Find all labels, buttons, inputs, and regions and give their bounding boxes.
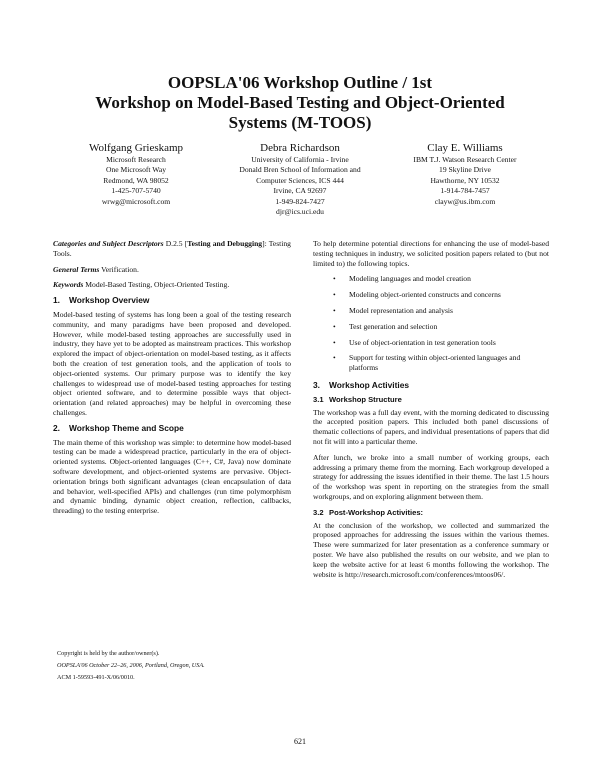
overview-paragraph: Model-based testing of systems has long been a goal of the testing research community, and many paradigms have been proposed and developed. However, while model-based testing approaches are successfully used in industry, they have yet to be adopted as mainstream practices. This workshop explored the impact of object-orientation on model-based testing, as it affects both the creation of test generation tools, and the application of tools to object-oriented systems. Our primary purpose was to identify the key challenges to widespread use of model-based testing approaches for testing object oriented software, and to determine possible ways that object-orientation (and related approaches) may be helpful in overcoming these challenges. — [53, 309, 291, 417]
phone-line: 1-914-784-7457 — [440, 186, 490, 196]
categories-descriptors: Categories and Subject Descriptors D.2.5 [Testing and Debugging]: Testing Tools. — [53, 239, 291, 258]
list-item: • Modeling languages and model creation — [313, 274, 549, 284]
copyright-block — [57, 648, 287, 684]
structure-paragraph-2: After lunch, we broke into a small number of working groups, each addressing a primary theme from the morning. Each workgroup developed a strategy for addressing the issues identified in their theme. The last 1.5 hours of the workshop was spent in reporting on the strategies from the small workgroups, and on exploring alignment between them. — [313, 452, 549, 501]
address-line: Redmond, WA 98052 — [103, 175, 169, 185]
email-line: djr@ics.uci.edu — [276, 207, 324, 217]
subsection-heading-structure: 3.1 Workshop Structure — [313, 394, 402, 404]
list-item: • Support for testing within object-oriented languages and platforms — [313, 353, 549, 373]
section-heading-overview: 1. Workshop Overview — [53, 295, 150, 306]
keywords-label: Keywords — [53, 280, 84, 290]
right-column — [313, 239, 549, 585]
section-heading-activities: 3. Workshop Activities — [313, 379, 410, 390]
categories-label: Categories and Subject Descriptors — [53, 239, 164, 248]
author-name: Debra Richardson — [260, 142, 340, 154]
affiliation-line: Microsoft Research — [106, 155, 166, 164]
conference-line: OOPSLA'06 October 22–26, 2006, Portland, Oregon, USA. — [57, 662, 205, 669]
address-line: Hawthorne, NY 10532 — [430, 175, 500, 185]
list-item: • Use of object-orientation in test generation tools — [313, 338, 549, 348]
acm-line: ACM 1-59593-491-X/06/0010. — [57, 674, 135, 681]
email-line: wrwg@microsoft.com — [101, 196, 171, 206]
list-item: • Modeling object-oriented constructs and concerns — [313, 290, 549, 300]
post-workshop-paragraph: At the conclusion of the workshop, we collected and summarized the proposed approaches for addressing the issues within the various themes. These were summarized for later presentation as a conference summary or poster. We have also published the results on our website, and we plan to keep the website active for at least 6 months following the workshop. The website is http://research.microsoft.com/conferences/mtoos06/. — [313, 520, 549, 579]
title-line-1: OOPSLA'06 Workshop Outline / 1st — [167, 73, 433, 92]
general-terms: General Terms Verification. — [53, 264, 139, 274]
general-terms-label: General Terms — [53, 264, 100, 274]
author-block-richardson — [222, 141, 378, 217]
author-name: Clay E. Williams — [427, 142, 503, 154]
affiliation-line: IBM T.J. Watson Research Center — [413, 155, 517, 164]
phone-line: 1-425-707-5740 — [111, 186, 161, 196]
list-item: • Test generation and selection — [313, 322, 549, 332]
section-heading-theme: 2. Workshop Theme and Scope — [53, 422, 184, 433]
address-line: Computer Sciences, ICS 444 — [256, 175, 344, 185]
address-line: Irvine, CA 92697 — [273, 186, 327, 196]
email-line: clayw@us.ibm.com — [434, 196, 496, 206]
phone-line: 1-949-824-7427 — [275, 196, 325, 206]
title-line-3: Systems (M-TOOS) — [228, 113, 372, 132]
topics-list — [313, 274, 549, 373]
title-line-2: Workshop on Model-Based Testing and Object-Oriented — [95, 93, 505, 112]
author-block-grieskamp — [62, 141, 210, 207]
structure-paragraph-1: The workshop was a full day event, with the morning dedicated to discussing the accepted position papers. This included both panel discussions of thematic collections of papers, and individual presentations of papers that did not fit will into a particular theme. — [313, 407, 549, 446]
author-name: Wolfgang Grieskamp — [88, 142, 184, 154]
affiliation-line: Donald Bren School of Information and — [239, 165, 361, 175]
copyright-line: Copyright is held by the author/owner(s). — [57, 650, 160, 657]
left-column — [53, 239, 291, 522]
list-item: • Model representation and analysis — [313, 306, 549, 316]
author-block-williams — [390, 141, 540, 207]
address-line: One Microsoft Way — [106, 165, 166, 175]
paper-title — [40, 73, 560, 133]
affiliation-line: University of California - Irvine — [251, 155, 349, 164]
page-number: 621 — [294, 737, 306, 746]
subsection-heading-post-workshop: 3.2 Post-Workshop Activities: — [313, 507, 424, 517]
address-line: 19 Skyline Drive — [439, 165, 491, 175]
keywords: Keywords Model-Based Testing, Object-Oriented Testing. — [53, 280, 230, 290]
theme-paragraph: The main theme of this workshop was simple: to determine how model-based testing can be made a widespread practice, particularly in the era of object-oriented systems. Object-oriented languages (C++, C#, Java) now dominate software development, and object-oriented systems are pervasive. Object-orientation brings both significant advantages (clean encapsulation of data and behavior, well-specified APIs) and challenges (run time polymorphism and dynamic binding, dynamic object creation, reflection, callbacks, threading) to the testing enterprise. — [53, 437, 291, 516]
intro-paragraph: To help determine potential directions for enhancing the use of model-based testing techniques in industry, we solicited position papers related to (but not limited to) the following topics. — [313, 239, 549, 268]
